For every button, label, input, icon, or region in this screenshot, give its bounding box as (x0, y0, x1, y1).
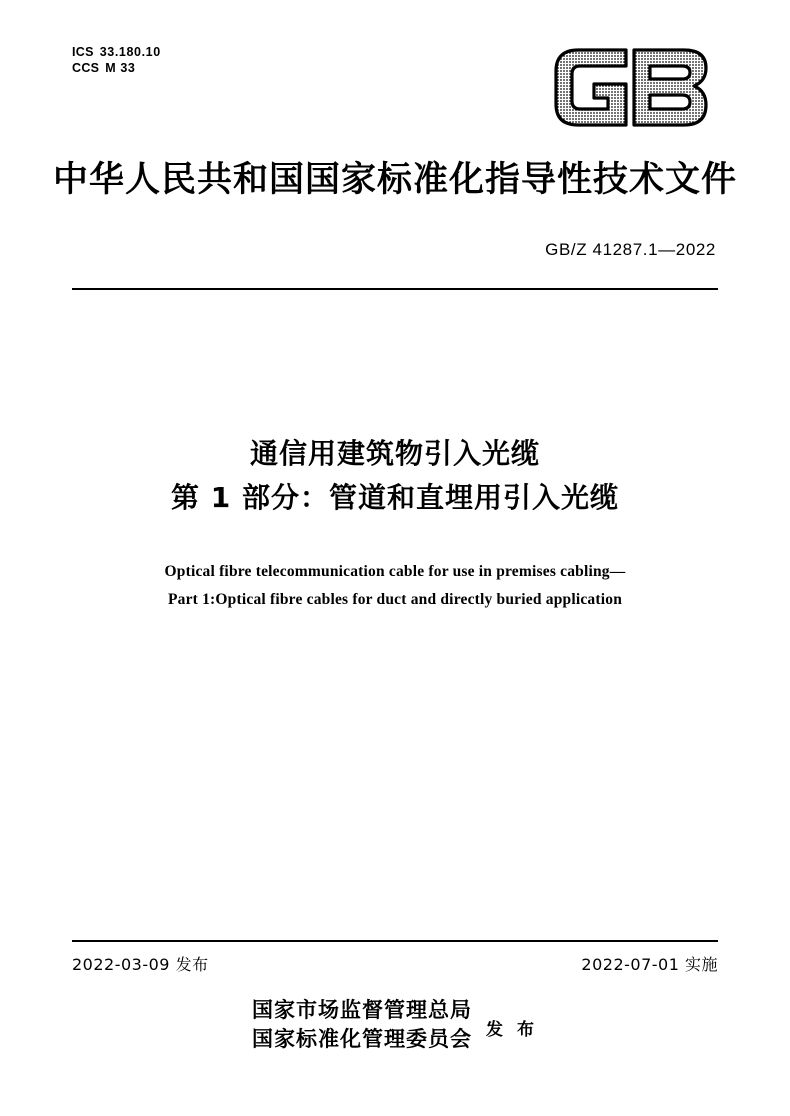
publisher-names (252, 996, 472, 1054)
ccs-line (72, 60, 161, 76)
ics-line (72, 44, 161, 60)
ccs-value: M 33 (105, 61, 136, 75)
title-english-line1: Optical fibre telecommunication cable for use in premises cabling— (164, 563, 626, 580)
gb-emblem-icon (548, 40, 716, 132)
publisher-line-2: 国家标准化管理委员会 (252, 1027, 473, 1051)
title-chinese-line2: 第 1 部分：管道和直埋用引入光缆 (171, 481, 619, 514)
publisher-line-1: 国家市场监督管理总局 (252, 998, 473, 1022)
classification-codes (72, 44, 161, 76)
document-kind-title: 中华人民共和国国家标准化指导性技术文件 (52, 160, 737, 200)
ics-value: 33.180.10 (99, 45, 161, 59)
issue-date: 2022-03-09 发布 (72, 955, 209, 974)
ccs-label: CCS (72, 61, 100, 75)
implementation-date: 2022-07-01 实施 (581, 955, 718, 974)
ics-label: ICS (72, 45, 94, 59)
title-chinese-line1: 通信用建筑物引入光缆 (249, 437, 540, 470)
title-english-line2: Part 1:Optical fibre cables for duct and directly buried application (167, 591, 623, 608)
publisher-block (0, 996, 790, 1054)
header-divider (72, 288, 718, 290)
standard-number: GB/Z 41287.1—2022 (545, 240, 716, 259)
title-chinese (0, 432, 790, 520)
publisher-action-label: 发 布 (486, 1019, 538, 1040)
title-english (0, 558, 790, 614)
footer-divider (72, 940, 718, 942)
